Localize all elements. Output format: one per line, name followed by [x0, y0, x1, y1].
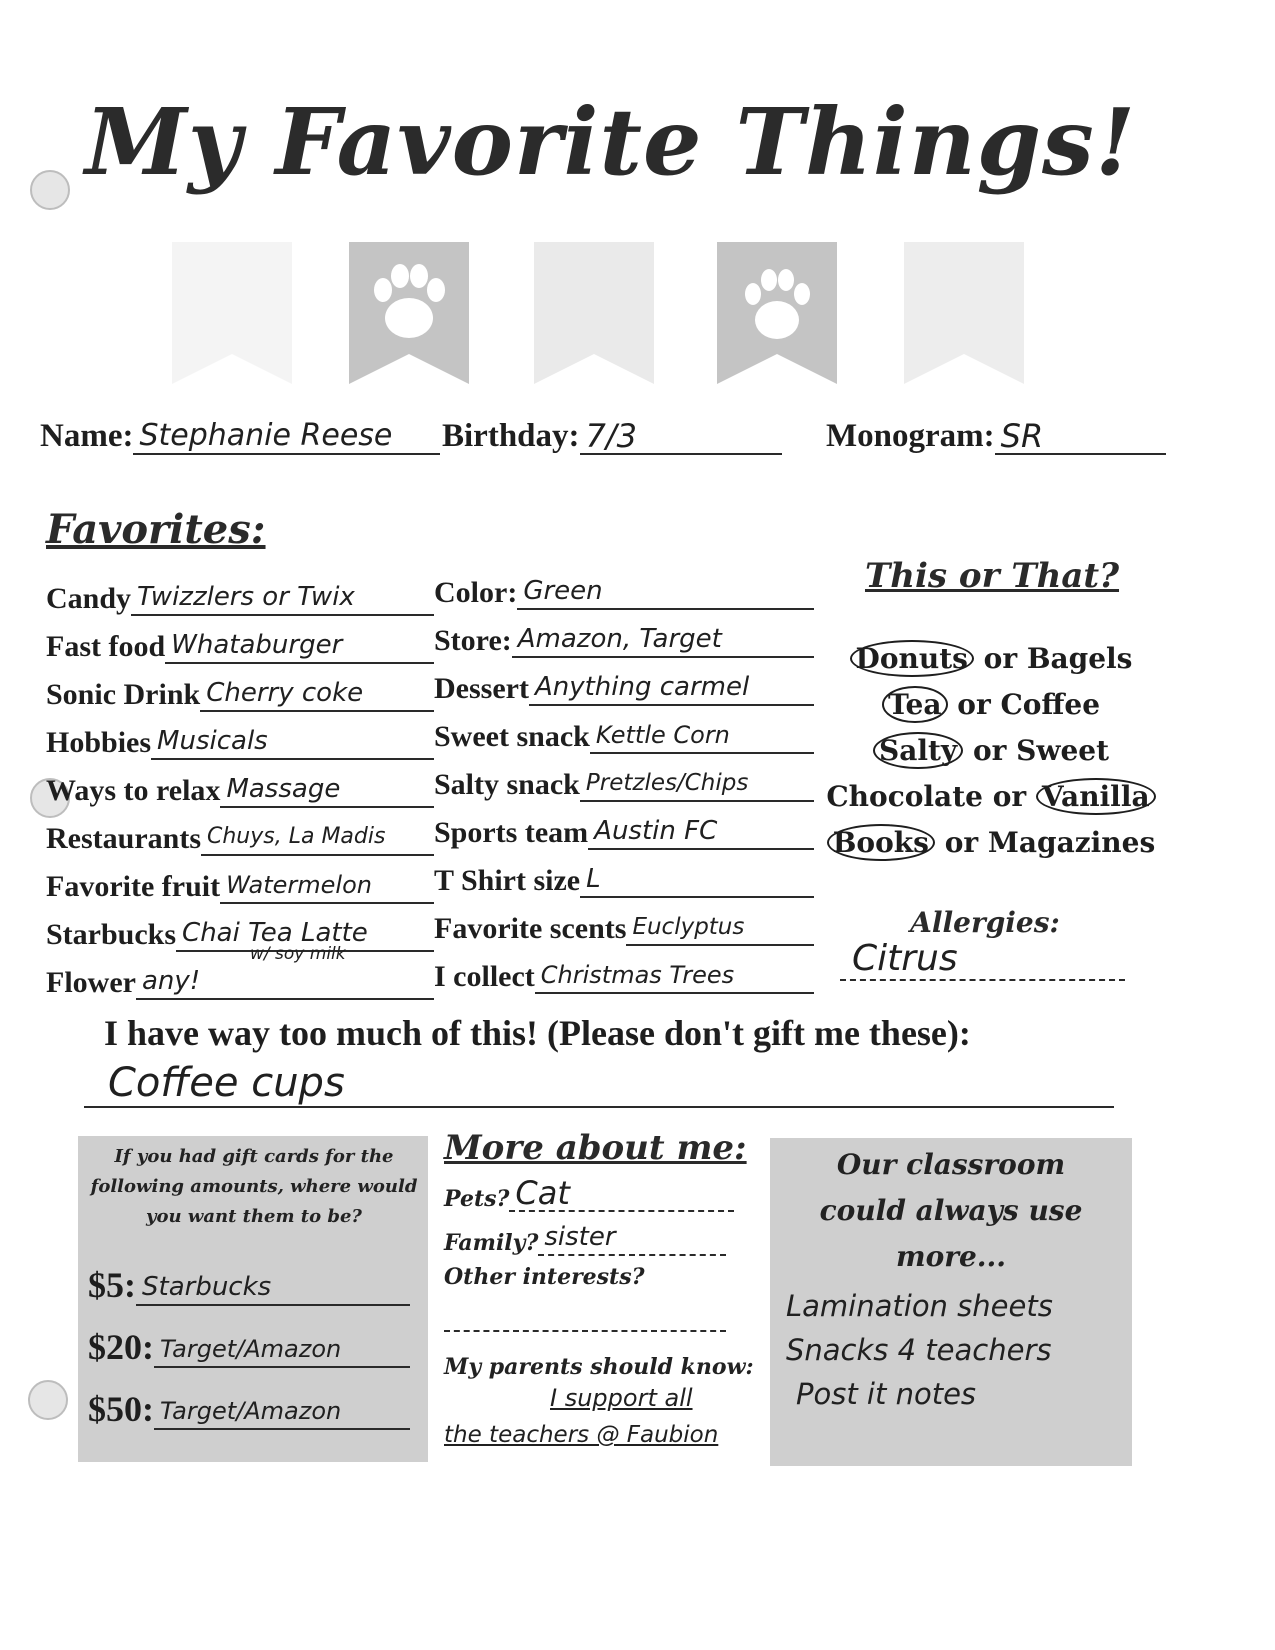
- favorite-label: Favorite scents: [434, 912, 627, 945]
- option-b[interactable]: Magazines: [987, 826, 1156, 859]
- favorite-value[interactable]: Watermelon: [220, 868, 434, 904]
- this-or-that-row[interactable]: [826, 774, 1156, 820]
- gift-card-amount: $50:: [88, 1389, 154, 1429]
- favorite-row-t-shirt-size[interactable]: [434, 850, 814, 898]
- option-b[interactable]: Bagels: [1026, 642, 1133, 675]
- favorites-left-column: [46, 568, 434, 1000]
- option-a[interactable]: Tea: [882, 686, 948, 723]
- too-much-heading: I have way too much of this! (Please don't gift me these):: [104, 1013, 971, 1053]
- or-joiner: or: [992, 780, 1036, 813]
- classroom-item[interactable]: Lamination sheets: [786, 1289, 1053, 1323]
- paw-banner-icon: [713, 238, 841, 388]
- allergies-heading: Allergies:: [910, 906, 1060, 939]
- favorite-value[interactable]: L: [580, 862, 814, 898]
- gift-card-row[interactable]: [88, 1244, 410, 1306]
- gift-card-heading: If you had gift cards for the following amounts, where would you want them to be?: [90, 1146, 418, 1227]
- favorite-value[interactable]: Christmas Trees: [535, 958, 814, 994]
- family-value[interactable]: sister: [538, 1220, 726, 1256]
- this-or-that-row[interactable]: [826, 820, 1156, 866]
- favorite-label: Ways to relax: [46, 774, 221, 807]
- starbucks-note: w/ soy milk: [250, 944, 346, 964]
- more-about-me-heading: More about me:: [444, 1128, 747, 1168]
- allergies-value[interactable]: Citrus: [840, 938, 1125, 981]
- other-interests-label: Other interests?: [444, 1264, 645, 1290]
- option-b[interactable]: Vanilla: [1036, 778, 1156, 815]
- family-label: Family?: [444, 1230, 539, 1256]
- classroom-item[interactable]: Snacks 4 teachers: [786, 1333, 1052, 1367]
- favorite-value[interactable]: Amazon, Target: [512, 622, 814, 658]
- favorite-label: Salty snack: [434, 768, 580, 801]
- favorite-row-sweet-snack[interactable]: [434, 706, 814, 754]
- favorite-label: Sports team: [434, 816, 589, 849]
- paw-banner-icon: [530, 238, 658, 388]
- pets-label: Pets?: [444, 1186, 510, 1212]
- favorite-value[interactable]: Chuys, La Madis: [201, 820, 434, 856]
- punch-hole-bottom: [28, 1380, 68, 1420]
- birthday-field[interactable]: [442, 418, 782, 455]
- favorite-value[interactable]: Twizzlers or Twix: [131, 580, 434, 616]
- favorite-row-favorite-fruit[interactable]: [46, 856, 434, 904]
- favorite-label: Starbucks: [46, 918, 177, 951]
- favorite-label: Dessert: [434, 672, 529, 705]
- favorite-value[interactable]: Austin FC: [588, 814, 814, 850]
- favorite-value[interactable]: Kettle Corn: [590, 718, 814, 754]
- favorite-label: Candy: [46, 582, 132, 615]
- pets-value[interactable]: Cat: [509, 1176, 734, 1212]
- favorite-row-i-collect[interactable]: [434, 946, 814, 994]
- favorite-label: Hobbies: [46, 726, 152, 759]
- monogram-label: Monogram:: [826, 418, 995, 454]
- birthday-label: Birthday:: [442, 418, 580, 454]
- gift-card-row[interactable]: [88, 1306, 410, 1368]
- favorite-value[interactable]: Whataburger: [165, 628, 434, 664]
- favorite-value[interactable]: Musicals: [151, 724, 434, 760]
- favorite-value[interactable]: Chai Tea Latte: [176, 916, 434, 952]
- gift-card-value[interactable]: Target/Amazon: [154, 1332, 410, 1368]
- favorite-value[interactable]: Euclyptus: [626, 910, 814, 946]
- favorite-value[interactable]: Cherry coke: [200, 676, 434, 712]
- this-or-that-row[interactable]: [826, 728, 1156, 774]
- favorite-row-ways-to-relax[interactable]: [46, 760, 434, 808]
- punch-hole-top: [30, 170, 70, 210]
- favorite-value[interactable]: Pretzles/Chips: [580, 766, 814, 802]
- or-joiner: or: [957, 688, 1001, 721]
- favorite-label: Flower: [46, 966, 136, 999]
- favorite-row-salty-snack[interactable]: [434, 754, 814, 802]
- gift-card-value[interactable]: Target/Amazon: [154, 1394, 410, 1430]
- classroom-item[interactable]: Post it notes: [796, 1377, 977, 1411]
- paw-banner-icon: [900, 238, 1028, 388]
- gift-card-row[interactable]: [88, 1368, 410, 1430]
- favorite-row-color[interactable]: [434, 562, 814, 610]
- pets-field[interactable]: [444, 1176, 734, 1212]
- favorite-label: Store:: [434, 624, 512, 657]
- favorite-row-starbucks[interactable]: [46, 904, 434, 952]
- favorite-row-sports-team[interactable]: [434, 802, 814, 850]
- favorite-value[interactable]: Green: [517, 574, 814, 610]
- gift-card-list: [88, 1244, 410, 1430]
- favorite-row-store[interactable]: [434, 610, 814, 658]
- gift-card-value[interactable]: Starbucks: [136, 1270, 410, 1306]
- option-a[interactable]: Donuts: [850, 640, 974, 677]
- favorite-value[interactable]: Massage: [220, 772, 434, 808]
- page-title: My Favorite Things!: [85, 88, 1137, 196]
- other-interests-line[interactable]: [444, 1330, 726, 1332]
- this-or-that-heading: This or That?: [864, 556, 1120, 596]
- parents-should-know-label: My parents should know:: [444, 1354, 754, 1380]
- paw-banner-icon: [345, 238, 473, 388]
- classroom-list: [786, 1284, 1126, 1416]
- name-value[interactable]: Stephanie Reese: [133, 419, 440, 455]
- or-joiner: or: [983, 642, 1027, 675]
- favorite-value[interactable]: Anything carmel: [529, 670, 814, 706]
- favorite-row-candy[interactable]: [46, 568, 434, 616]
- birthday-value[interactable]: 7/3: [580, 419, 782, 455]
- classroom-heading: Our classroom could always use more...: [819, 1148, 1083, 1273]
- this-or-that-row[interactable]: [826, 682, 1156, 728]
- favorite-label: T Shirt size: [434, 864, 581, 897]
- gift-card-panel: [78, 1136, 428, 1462]
- favorite-row-hobbies[interactable]: [46, 712, 434, 760]
- gift-card-amount: $20:: [88, 1327, 154, 1367]
- name-label: Name:: [40, 418, 134, 454]
- favorite-label: Color:: [434, 576, 518, 609]
- or-joiner: or: [972, 734, 1017, 767]
- favorite-label: Sonic Drink: [46, 678, 201, 711]
- gift-card-amount: $5:: [88, 1265, 136, 1305]
- parents-should-know-value-1[interactable]: I support all: [550, 1384, 693, 1412]
- favorite-label: Restaurants: [46, 822, 201, 855]
- this-or-that-list: [826, 636, 1156, 866]
- favorite-row-dessert[interactable]: [434, 658, 814, 706]
- option-b[interactable]: Sweet: [1016, 734, 1110, 767]
- name-field[interactable]: [40, 418, 440, 455]
- family-field[interactable]: [444, 1220, 726, 1256]
- favorites-middle-column: [434, 562, 814, 994]
- monogram-value[interactable]: SR: [995, 419, 1166, 455]
- classroom-panel: [770, 1138, 1132, 1466]
- this-or-that-row[interactable]: [826, 636, 1156, 682]
- favorite-row-fast-food[interactable]: [46, 616, 434, 664]
- option-a[interactable]: Chocolate: [826, 780, 983, 813]
- favorite-row-flower[interactable]: [46, 952, 434, 1000]
- favorite-row-sonic-drink[interactable]: [46, 664, 434, 712]
- favorite-label: Fast food: [46, 630, 166, 663]
- parents-should-know-value-2[interactable]: the teachers @ Faubion: [444, 1422, 719, 1448]
- favorite-label: Favorite fruit: [46, 870, 221, 903]
- option-a[interactable]: Salty: [873, 732, 963, 769]
- favorite-value[interactable]: any!: [136, 964, 434, 1000]
- option-b[interactable]: Coffee: [1000, 688, 1101, 721]
- too-much-value[interactable]: Coffee cups: [84, 1060, 1114, 1108]
- favorites-heading: Favorites:: [46, 506, 266, 553]
- favorite-label: Sweet snack: [434, 720, 590, 753]
- favorite-label: I collect: [434, 960, 535, 993]
- monogram-field[interactable]: [826, 418, 1166, 455]
- or-joiner: or: [944, 826, 988, 859]
- favorite-row-favorite-scents[interactable]: [434, 898, 814, 946]
- favorite-row-restaurants[interactable]: [46, 808, 434, 856]
- option-a[interactable]: Books: [827, 824, 935, 861]
- paw-banner-icon: [168, 238, 296, 388]
